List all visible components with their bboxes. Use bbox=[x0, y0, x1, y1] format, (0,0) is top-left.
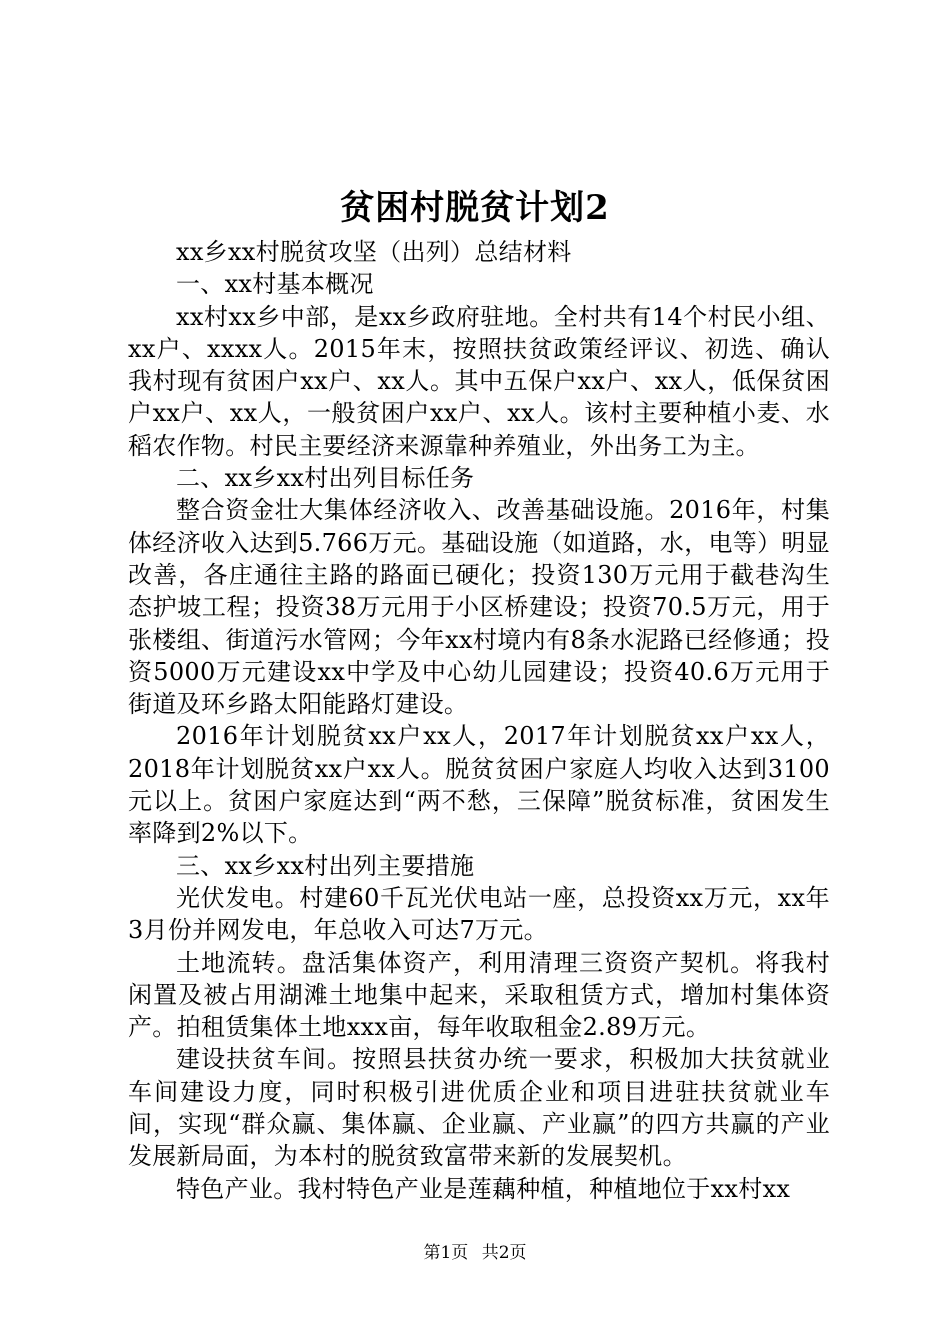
paragraph: 2016年计划脱贫xx户xx人，2017年计划脱贫xx户xx人，2018年计划脱贫xx户xx人。脱贫贫困户家庭人均收入达到3100元以上。贫困户家庭达到“两不愁，三保障”脱贫标准，贫困发生率降到2%以下。 bbox=[128, 722, 830, 848]
paragraph: 特色产业。我村特色产业是莲藕种植，种植地位于xx村xx bbox=[176, 1174, 791, 1203]
section-heading-3: 三、xx乡xx村出列主要措施 bbox=[176, 851, 475, 880]
page-footer bbox=[0, 1241, 950, 1265]
section-heading-2: 二、xx乡xx村出列目标任务 bbox=[176, 464, 475, 493]
paragraph: xx村xx乡中部，是xx乡政府驻地。全村共有14个村民小组、xx户、xxxx人。2015年末，按照扶贫政策经评议、初选、确认我村现有贫困户xx户、xx人。其中五保户xx户、xx人，低保贫困户xx户、xx人，一般贫困户xx户、xx人。该村主要种植小麦、水稻农作物。村民主要经济来源靠种养殖业，外出务工为主。 bbox=[128, 302, 830, 460]
document-title: 贫困村脱贫计划2 bbox=[340, 188, 610, 228]
page-number: 第1页 bbox=[423, 1243, 469, 1263]
paragraph-subtitle: xx乡xx村脱贫攻坚（出列）总结材料 bbox=[176, 238, 572, 266]
section-heading-1: 一、xx村基本概况 bbox=[176, 270, 374, 299]
document-body bbox=[128, 236, 830, 1205]
paragraph: 光伏发电。村建60千瓦光伏电站一座，总投资xx万元，xx年3月份并网发电，年总收入可达7万元。 bbox=[128, 883, 830, 945]
page-total: 共2页 bbox=[481, 1243, 527, 1263]
paragraph: 整合资金壮大集体经济收入、改善基础设施。2016年，村集体经济收入达到5.766万元。基础设施（如道路，水，电等）明显改善，各庄通往主路的路面已硬化；投资130万元用于截巷沟生态护坡工程；投资38万元用于小区桥建设；投资70.5万元，用于张楼组、街道污水管网；今年xx村境内有8条水泥路已经修通；投资5000万元建设xx中学及中心幼儿园建设；投资40.6万元用于街道及环乡路太阳能路灯建设。 bbox=[128, 496, 831, 719]
paragraph: 建设扶贫车间。按照县扶贫办统一要求，积极加大扶贫就业车间建设力度，同时积极引进优质企业和项目进驻扶贫就业车间，实现“群众赢、集体赢、企业赢、产业赢”的四方共赢的产业发展新局面，为本村的脱贫致富带来新的发展契机。 bbox=[128, 1045, 830, 1171]
paragraph: 土地流转。盘活集体资产，利用清理三资资产契机。将我村闲置及被占用湖滩土地集中起来，采取租赁方式，增加村集体资产。拍租赁集体土地xxx亩，每年收取租金2.89万元。 bbox=[128, 948, 830, 1042]
